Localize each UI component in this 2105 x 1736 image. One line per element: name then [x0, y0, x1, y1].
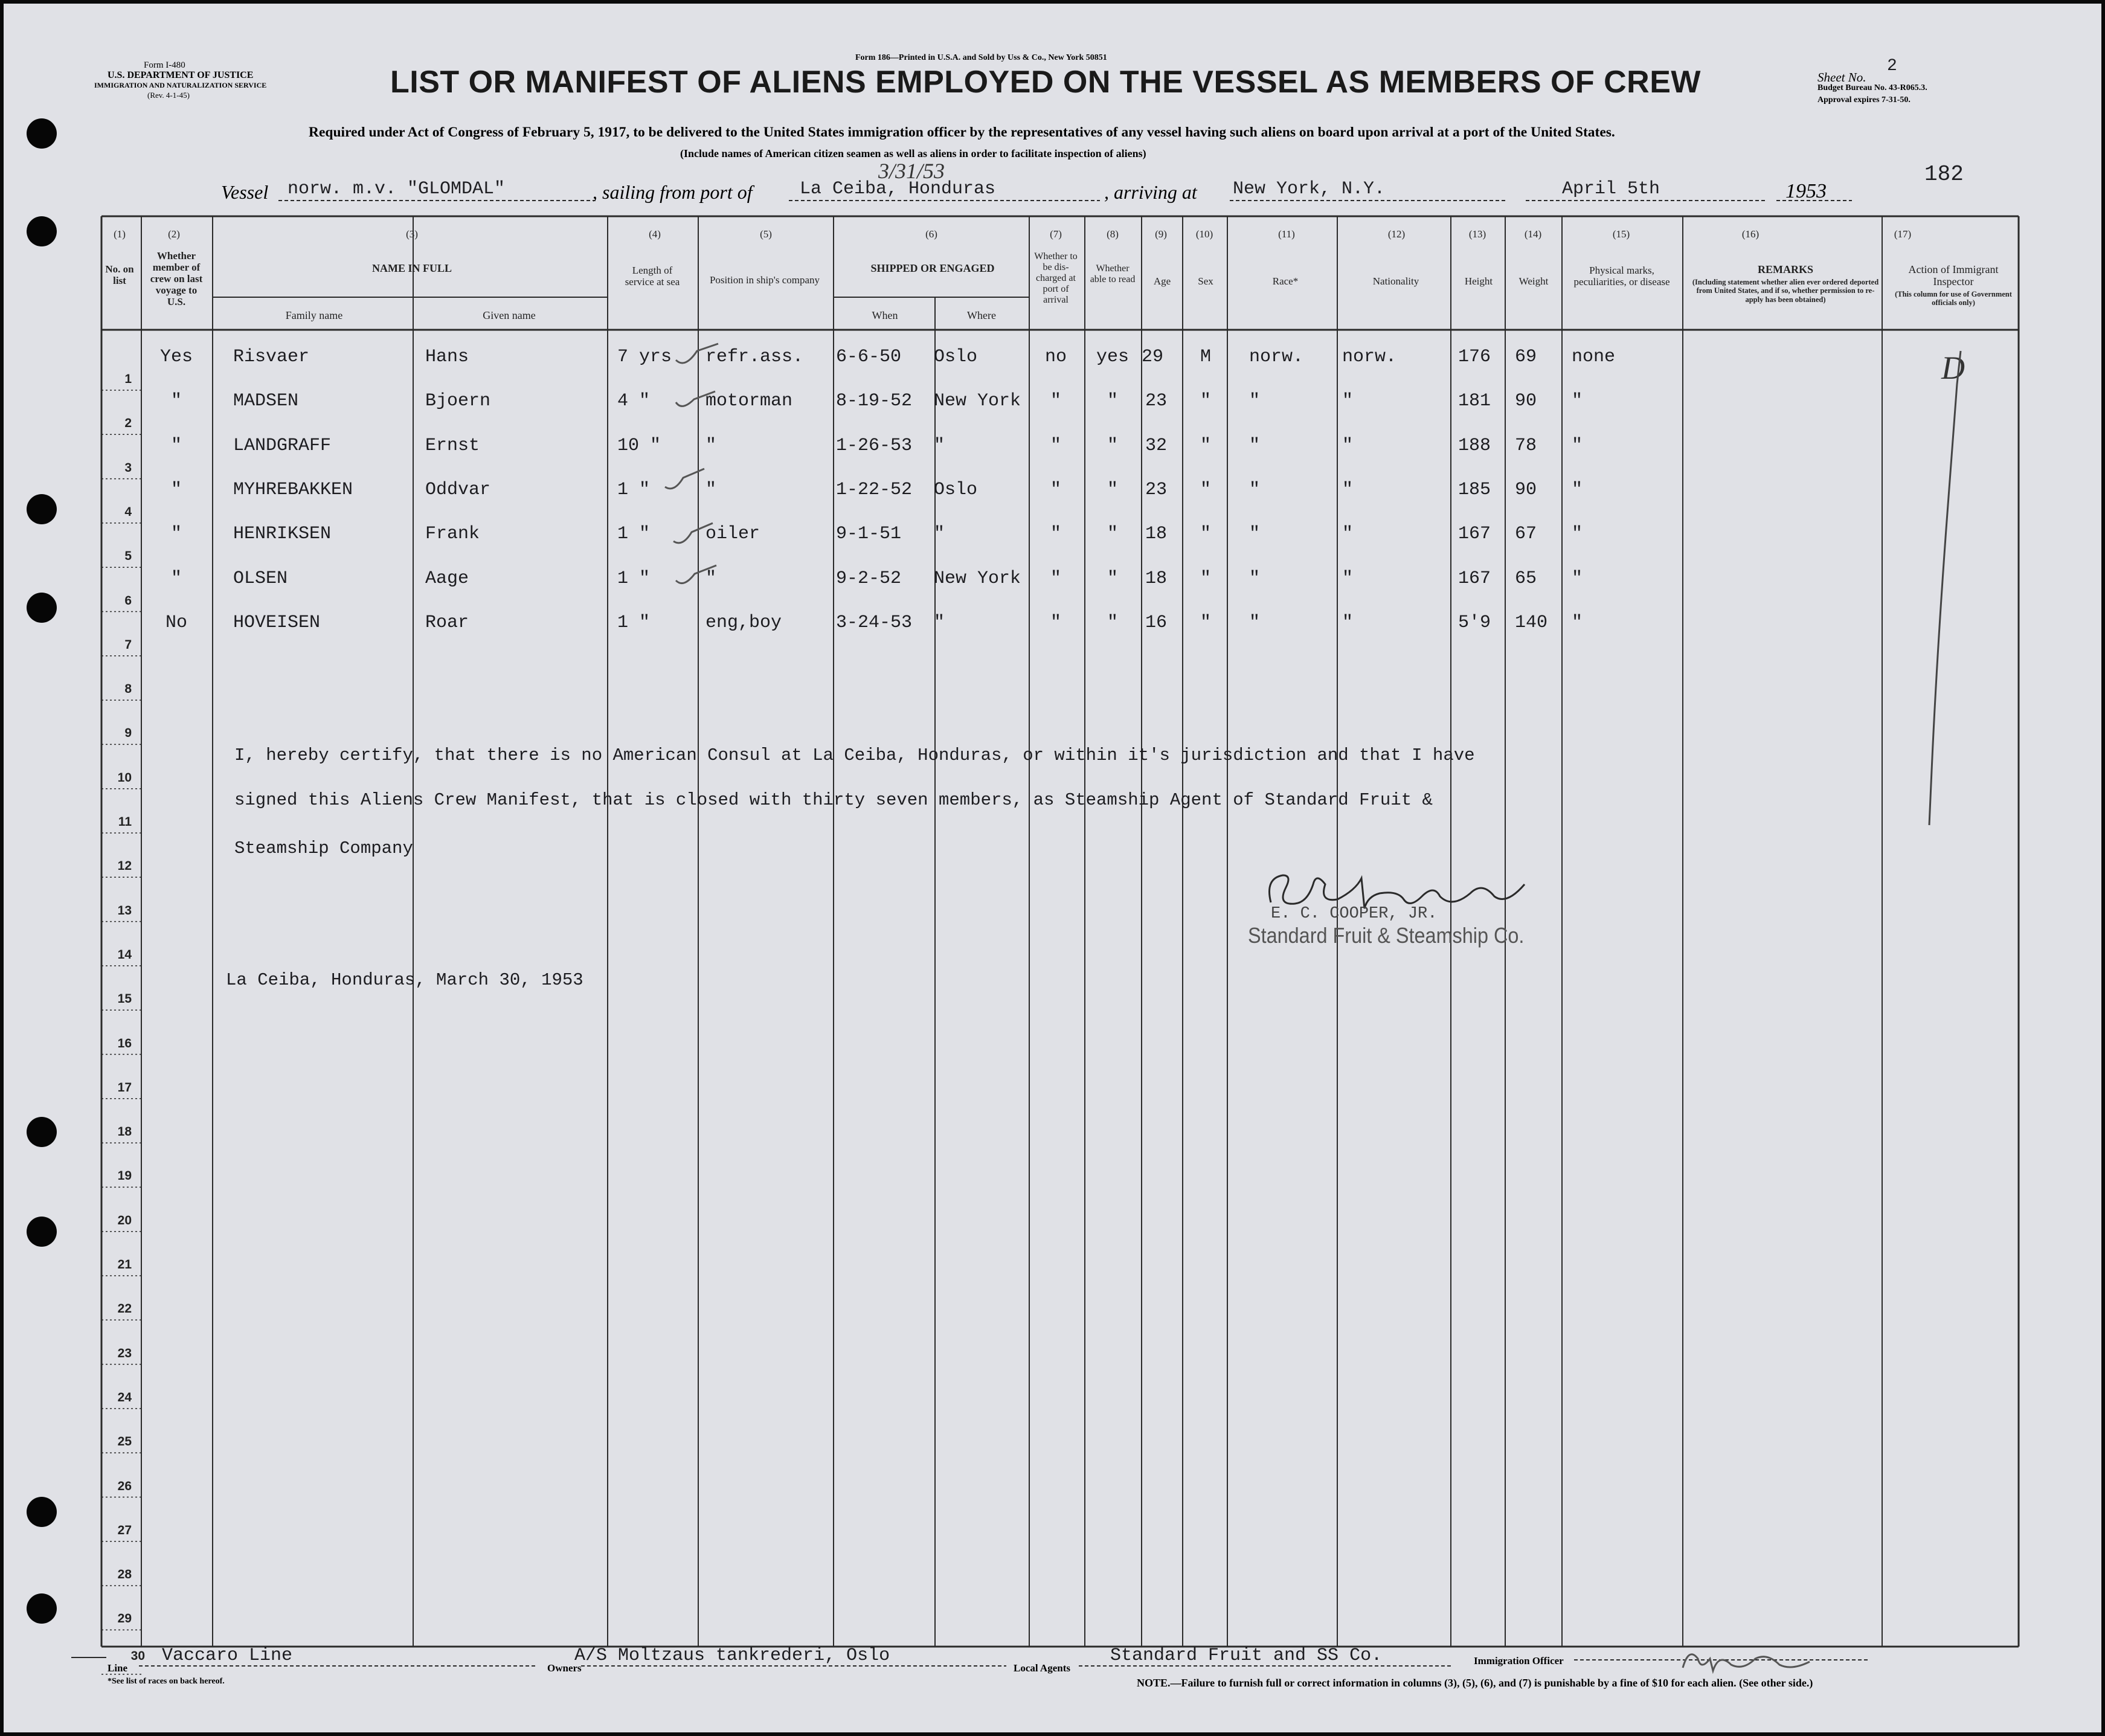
header-able-read: Whether able to read: [1090, 263, 1136, 285]
row-number: 7: [124, 637, 132, 652]
header-weight: Weight: [1518, 275, 1549, 287]
budget-bureau: Budget Bureau No. 43-R065.3.: [1817, 83, 1927, 92]
col-num: (7): [1050, 228, 1062, 240]
header-family-name: Family name: [285, 309, 343, 321]
col-num: (8): [1107, 228, 1119, 240]
crew-when-cell: 3-24-53: [836, 612, 913, 633]
header-remarks-note: (Including statement whether alien ever ordered deported from United States, and if so, whether permission to re-apply has been obtained): [1692, 278, 1879, 304]
company-stamp: Standard Fruit & Steamship Co.: [1248, 923, 1525, 948]
crew-age-cell: 32: [1145, 435, 1168, 456]
crew-given-cell: Ernst: [425, 435, 480, 456]
header-action-note: (This column for use of Government officials only): [1895, 290, 2012, 307]
row-number: 11: [118, 815, 132, 829]
form-revision: (Rev. 4-1-45): [147, 91, 190, 100]
crew-when-cell: 1-22-52: [836, 479, 913, 500]
crew-race-cell: ": [1249, 391, 1261, 412]
crew-age-cell: 18: [1145, 524, 1168, 545]
row-number: 26: [117, 1479, 132, 1493]
crew-last-voyage-cell: ": [170, 479, 182, 500]
service-name: IMMIGRATION AND NATURALIZATION SERVICE: [94, 81, 267, 89]
crew-where-cell: Oslo: [934, 347, 978, 367]
crew-nationality-cell: ": [1342, 612, 1354, 633]
row-number: 4: [124, 504, 132, 519]
crew-weight-cell: 69: [1515, 347, 1537, 367]
crew-family-cell: MYHREBAKKEN: [233, 479, 353, 500]
crew-where-cell: ": [934, 612, 945, 633]
crew-sex-cell: ": [1200, 479, 1211, 500]
crew-last-voyage-cell: No: [165, 612, 187, 633]
crew-weight-cell: 90: [1515, 391, 1537, 412]
crew-race-cell: ": [1249, 479, 1261, 500]
crew-age-cell: 16: [1145, 612, 1168, 633]
header-remarks: REMARKS: [1757, 263, 1813, 275]
header-sex: Sex: [1198, 275, 1213, 287]
crew-position-cell: eng,boy: [705, 612, 782, 633]
signer-name: E. C. COOPER, JR.: [1271, 905, 1438, 923]
header-physical: Physical marks, peculiarities, or disease: [1573, 265, 1670, 288]
approval-expiry: Approval expires 7-31-50.: [1817, 95, 1911, 104]
crew-last-voyage-cell: ": [170, 435, 182, 456]
arrival-year: 1953: [1785, 180, 1827, 202]
crew-sex-cell: ": [1200, 391, 1211, 412]
crew-when-cell: 1-26-53: [836, 435, 913, 456]
subtitle: Required under Act of Congress of February 5, 1917, to be delivered to the United States immigration officer by the representatives of any vessel having such aliens on board upon arrival at a port of the United States.: [309, 124, 1615, 140]
crew-when-cell: 9-2-52: [836, 568, 902, 589]
checkmark-icon: [673, 559, 721, 596]
row-number: 21: [117, 1258, 132, 1271]
crew-height-cell: 5'9: [1458, 612, 1491, 633]
crew-weight-cell: 140: [1515, 612, 1548, 633]
crew-sex-cell: ": [1200, 568, 1211, 589]
crew-sex-cell: ": [1200, 524, 1211, 545]
crew-position-cell: ": [705, 568, 717, 589]
row-number: 27: [117, 1523, 132, 1537]
row-number: 30: [130, 1648, 145, 1663]
sailing-port: La Ceiba, Honduras: [800, 179, 996, 199]
crew-read-cell: ": [1107, 612, 1118, 633]
crew-family-cell: HOVEISEN: [233, 612, 321, 633]
row-number: 17: [117, 1080, 132, 1095]
header-height: Height: [1464, 275, 1493, 287]
crew-last-voyage-cell: ": [170, 524, 182, 545]
header-when: When: [872, 309, 898, 321]
crew-read-cell: ": [1107, 568, 1118, 589]
col-num: (16): [1741, 228, 1760, 240]
row-number: 23: [117, 1346, 132, 1360]
checkmark-icon: [662, 463, 710, 499]
crew-discharged-cell: ": [1050, 435, 1061, 456]
row-number: 13: [117, 903, 132, 918]
crew-service-cell: 4 ": [617, 391, 651, 412]
crew-family-cell: MADSEN: [233, 391, 299, 412]
footer-races-note: *See list of races on back hereof.: [108, 1677, 225, 1686]
row-number: 22: [117, 1302, 132, 1316]
arrival-date: April 5th: [1562, 179, 1660, 199]
crew-height-cell: 185: [1458, 479, 1491, 500]
certification-line-3: Steamship Company: [234, 838, 413, 858]
col-num: (1): [114, 228, 126, 240]
row-number: 20: [117, 1213, 132, 1227]
crew-service-cell: 10 ": [617, 435, 661, 456]
crew-race-cell: norw.: [1249, 347, 1304, 367]
crew-physical-cell: ": [1572, 612, 1583, 633]
crew-last-voyage-cell: ": [170, 391, 182, 412]
crew-when-cell: 9-1-51: [836, 524, 902, 545]
crew-given-cell: Roar: [425, 612, 469, 633]
footer-officer-label: Immigration Officer: [1474, 1655, 1564, 1667]
header-shipped: SHIPPED OR ENGAGED: [870, 262, 995, 274]
col-num: (6): [925, 228, 937, 240]
crew-weight-cell: 65: [1515, 568, 1537, 589]
sailing-annotation: 3/31/53: [878, 159, 945, 183]
crew-physical-cell: ": [1572, 568, 1583, 589]
crew-discharged-cell: ": [1050, 524, 1061, 545]
checkmark-icon: [673, 384, 721, 420]
crew-height-cell: 167: [1458, 568, 1491, 589]
crew-service-cell: 1 ": [617, 479, 651, 500]
header-discharged: Whether to be dis-charged at port of arrival: [1034, 251, 1078, 305]
crew-race-cell: ": [1249, 524, 1261, 545]
checkmark-icon: [673, 339, 721, 375]
certification-line-2: signed this Aliens Crew Manifest, that is closed with thirty seven members, as Steamship Agent of Standard Fruit &: [234, 790, 1433, 810]
crew-read-cell: ": [1107, 435, 1118, 456]
crew-weight-cell: 90: [1515, 479, 1537, 500]
form-id: Form I-480: [144, 60, 185, 70]
row-number: 25: [117, 1435, 132, 1449]
footer-owners-value: A/S Moltzaus tankrederi, Oslo: [574, 1645, 890, 1666]
crew-family-cell: LANDGRAFF: [233, 435, 332, 456]
col-num: (14): [1524, 228, 1542, 240]
header-where: Where: [967, 309, 996, 321]
crew-read-cell: ": [1107, 391, 1118, 412]
crew-weight-cell: 67: [1515, 524, 1537, 545]
col-num: (2): [168, 228, 180, 240]
crew-weight-cell: 78: [1515, 435, 1537, 456]
row-number: 18: [117, 1125, 132, 1139]
footer-agents-value: Standard Fruit and SS Co.: [1110, 1645, 1383, 1666]
crew-family-cell: HENRIKSEN: [233, 524, 332, 545]
crew-age-cell: 29: [1142, 347, 1164, 367]
header-name-in-full: NAME IN FULL: [371, 262, 452, 274]
header-given-name: Given name: [483, 309, 536, 321]
row-number: 29: [117, 1612, 132, 1626]
department: U.S. DEPARTMENT OF JUSTICE: [108, 70, 254, 80]
note-line: (Include names of American citizen seamen as well as aliens in order to facilitate inspection of aliens): [680, 147, 1146, 159]
footer-agents-label: Local Agents: [1014, 1662, 1070, 1674]
vessel-label: Vessel: [221, 181, 269, 203]
row-number: 1: [124, 372, 132, 386]
row-number: 24: [117, 1390, 132, 1404]
crew-nationality-cell: norw.: [1342, 347, 1397, 367]
crew-family-cell: Risvaer: [233, 347, 310, 367]
crew-service-cell: 1 ": [617, 524, 651, 545]
crew-age-cell: 23: [1145, 479, 1168, 500]
header-action: Action of Immigrant Inspector: [1908, 263, 1999, 288]
col-num: (5): [760, 228, 772, 240]
sheet-number: 2: [1887, 57, 1897, 76]
col-num: (9): [1155, 228, 1167, 240]
vessel-name: norw. m.v. "GLOMDAL": [288, 179, 506, 199]
crew-given-cell: Aage: [425, 568, 469, 589]
row-number: 15: [117, 992, 132, 1006]
inspector-line: [1894, 348, 1967, 831]
crew-where-cell: New York: [934, 391, 1021, 412]
crew-height-cell: 188: [1458, 435, 1491, 456]
crew-sex-cell: M: [1200, 347, 1211, 367]
row-number: 3: [124, 460, 132, 475]
col-num: (17): [1894, 228, 1912, 240]
officer-signature: [1677, 1641, 1822, 1677]
crew-race-cell: ": [1249, 435, 1261, 456]
header-nationality: Nationality: [1372, 275, 1419, 287]
crew-nationality-cell: ": [1342, 568, 1354, 589]
crew-race-cell: ": [1249, 612, 1261, 633]
row-number: 9: [124, 726, 132, 741]
col-num: (13): [1468, 228, 1486, 240]
col-num: (15): [1612, 228, 1630, 240]
crew-last-voyage-cell: ": [170, 568, 182, 589]
crew-given-cell: Oddvar: [425, 479, 491, 500]
row-number: 12: [117, 859, 132, 873]
crew-given-cell: Bjoern: [425, 391, 491, 412]
crew-given-cell: Hans: [425, 347, 469, 367]
crew-service-cell: 1 ": [617, 568, 651, 589]
crew-physical-cell: none: [1572, 347, 1616, 367]
row-number: 2: [124, 416, 132, 431]
header-last-voyage: Whether member of crew on last voyage to U.S.: [150, 250, 203, 308]
row-number: 16: [117, 1036, 132, 1050]
crew-when-cell: 8-19-52: [836, 391, 913, 412]
crew-where-cell: ": [934, 524, 945, 545]
footer-note: NOTE.—Failure to furnish full or correct information in columns (3), (5), (6), and (7) is punishable by a fine of $10 for each alien. (See other side.): [1137, 1677, 1813, 1689]
crew-discharged-cell: ": [1050, 612, 1061, 633]
crew-position-cell: oiler: [705, 524, 760, 545]
header-race: Race*: [1272, 275, 1299, 287]
crew-where-cell: New York: [934, 568, 1021, 589]
crew-physical-cell: ": [1572, 524, 1583, 545]
arriving-label: , arriving at: [1104, 181, 1197, 203]
crew-age-cell: 23: [1145, 391, 1168, 412]
checkmark-icon: [670, 517, 719, 553]
crew-service-cell: 7 yrs: [617, 347, 672, 367]
header-no-on-list: No. on list: [105, 263, 134, 287]
col-num: (10): [1195, 228, 1213, 240]
certification-line-1: I, hereby certify, that there is no American Consul at La Ceiba, Honduras, or within it's jurisdiction and that I have: [234, 745, 1475, 765]
sheet-label: Sheet No.: [1817, 70, 1866, 85]
row-number: 14: [117, 947, 132, 962]
certification-place-date: La Ceiba, Honduras, March 30, 1953: [226, 970, 583, 990]
row-number: 8: [124, 682, 132, 696]
crew-discharged-cell: no: [1044, 347, 1067, 367]
crew-position-cell: motorman: [705, 391, 793, 412]
arriving-port: New York, N.Y.: [1233, 179, 1386, 199]
inspector-mark: D: [1941, 350, 1965, 386]
header-age: Age: [1153, 275, 1171, 287]
manifest-sheet: [4, 4, 2101, 1732]
crew-sex-cell: ": [1200, 612, 1211, 633]
crew-given-cell: Frank: [425, 524, 480, 545]
crew-discharged-cell: ": [1050, 479, 1061, 500]
header-length-service: Length of service at sea: [625, 265, 680, 288]
col-num: (4): [649, 228, 661, 240]
crew-discharged-cell: ": [1050, 568, 1061, 589]
footer-owners-label: Owners: [547, 1662, 582, 1674]
crew-family-cell: OLSEN: [233, 568, 288, 589]
col-num: (11): [1278, 228, 1295, 240]
col-num: (12): [1387, 228, 1406, 240]
crew-height-cell: 167: [1458, 524, 1491, 545]
crew-discharged-cell: ": [1050, 391, 1061, 412]
header-position: Position in ship's company: [709, 274, 820, 286]
crew-race-cell: ": [1249, 568, 1261, 589]
page-title: LIST OR MANIFEST OF ALIENS EMPLOYED ON THE VESSEL AS MEMBERS OF CREW: [390, 65, 1701, 100]
sailing-label: , sailing from port of: [593, 181, 753, 203]
crew-read-cell: yes: [1096, 347, 1129, 367]
crew-when-cell: 6-6-50: [836, 347, 902, 367]
crew-position-cell: ": [705, 479, 717, 500]
crew-height-cell: 176: [1458, 347, 1491, 367]
row-number: 10: [117, 770, 132, 785]
row-number: 5: [124, 549, 132, 564]
footer-line-label: Line: [108, 1662, 128, 1674]
crew-position-cell: ": [705, 435, 717, 456]
crew-where-cell: Oslo: [934, 479, 978, 500]
crew-sex-cell: ": [1200, 435, 1211, 456]
crew-position-cell: refr.ass.: [705, 347, 804, 367]
row-number: 19: [117, 1169, 132, 1183]
crew-read-cell: ": [1107, 524, 1118, 545]
col-num: (3): [406, 228, 418, 240]
page-number: 182: [1924, 162, 1964, 187]
crew-read-cell: ": [1107, 479, 1118, 500]
crew-height-cell: 181: [1458, 391, 1491, 412]
crew-service-cell: 1 ": [617, 612, 651, 633]
crew-physical-cell: ": [1572, 435, 1583, 456]
footer-line-value: Vaccaro Line: [162, 1645, 293, 1666]
crew-nationality-cell: ": [1342, 435, 1354, 456]
crew-nationality-cell: ": [1342, 391, 1354, 412]
crew-age-cell: 18: [1145, 568, 1168, 589]
crew-nationality-cell: ": [1342, 524, 1354, 545]
crew-where-cell: ": [934, 435, 945, 456]
row-number: 6: [124, 593, 132, 608]
crew-nationality-cell: ": [1342, 479, 1354, 500]
crew-physical-cell: ": [1572, 391, 1583, 412]
row-number: 28: [117, 1567, 132, 1582]
crew-physical-cell: ": [1572, 479, 1583, 500]
crew-last-voyage-cell: Yes: [159, 347, 193, 367]
printer-line: Form 186—Printed in U.S.A. and Sold by Uss & Co., New York 50851: [855, 53, 1107, 62]
